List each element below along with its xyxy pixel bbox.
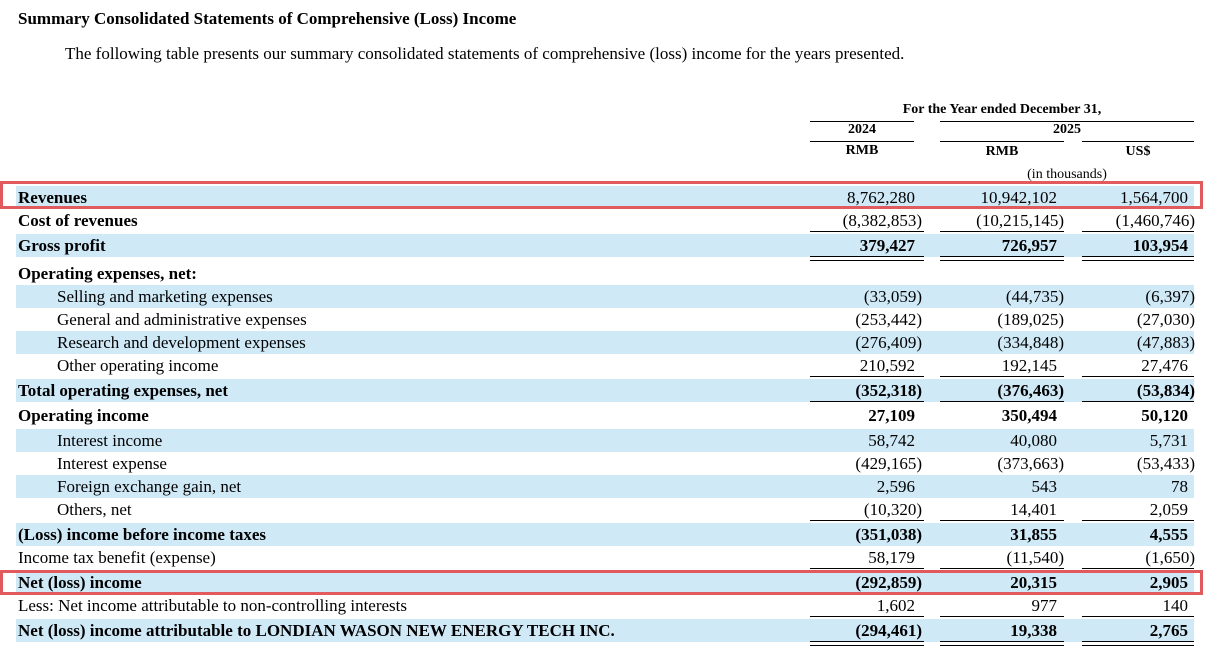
table-row-nci-income [16, 594, 1194, 617]
year-2024-header: 2024 [848, 122, 876, 137]
table-row-total-operating-expenses [16, 379, 1194, 402]
table-row-loss-before-taxes [16, 523, 1194, 546]
units-header: (in thousands) [1027, 167, 1107, 182]
row-label: Operating income [18, 406, 149, 425]
rmb-2025-cell: 192,145 [1001, 356, 1057, 375]
table-row-research-development [16, 331, 1194, 354]
usd-2025-cell: 103,954 [1132, 236, 1188, 255]
underline-other-operating-income [1082, 376, 1194, 377]
usd-2025-cell: (1,650) [1145, 548, 1195, 567]
rmb-2025-cell: 20,315 [1010, 573, 1057, 592]
double-underline-net-attributable [810, 641, 924, 646]
row-label: Research and development expenses [57, 333, 306, 352]
usd-2025-cell: (53,433) [1136, 454, 1195, 473]
intro-text: The following table presents our summary consolidated statements of comprehensive (loss) income for the years presented. [65, 44, 905, 63]
double-underline-net-attributable [940, 641, 1064, 646]
rmb-2025-cell: (11,540) [1006, 548, 1064, 567]
rmb-2024-cell: (292,859) [855, 573, 922, 592]
rmb-2024-cell: 8,762,280 [847, 188, 915, 207]
rmb-2024-cell: (8,382,853) [842, 211, 922, 230]
usd-2025-cell: 1,564,700 [1120, 188, 1188, 207]
row-label: (Loss) income before income taxes [18, 525, 267, 544]
table-row-cost-of-revenues [16, 209, 1194, 232]
row-label: Net (loss) income attributable to LONDIAN WASON NEW ENERGY TECH INC. [18, 621, 615, 640]
row-label: Interest income [57, 431, 163, 450]
rmb-2025-cell: 543 [1031, 477, 1057, 496]
year-rule-2025-usd [1082, 141, 1194, 142]
double-underline-gross-profit [940, 256, 1064, 261]
rmb-2024-cell: 379,427 [859, 236, 915, 255]
row-label: Net (loss) income [18, 573, 142, 592]
row-label: Others, net [57, 500, 132, 519]
row-label: Income tax benefit (expense) [18, 548, 216, 567]
rmb-2025-cell: (44,735) [1005, 287, 1064, 306]
row-label: Foreign exchange gain, net [57, 477, 242, 496]
table-row-interest-income [16, 429, 1194, 452]
rmb-2024-cell: 2,596 [876, 477, 915, 496]
rmb-2024-cell: (352,318) [855, 381, 922, 400]
underline-income-tax [810, 568, 924, 569]
rmb-2024-cell: (10,320) [863, 500, 922, 519]
rmb-2024-cell: (253,442) [855, 310, 922, 329]
table-row-operating-income [16, 404, 1194, 427]
rmb-2024-cell: 1,602 [876, 596, 915, 615]
underline-total-opex [1082, 401, 1194, 402]
underline-cost-of-revenues [940, 231, 1064, 232]
table-row-selling-marketing [16, 285, 1194, 308]
usd-2025-cell: (1,460,746) [1115, 211, 1195, 230]
usd-2025-cell: 5,731 [1149, 431, 1188, 450]
rmb-2025-cell: (10,215,145) [976, 211, 1064, 230]
row-label: Cost of revenues [18, 211, 138, 230]
row-label: Other operating income [57, 356, 219, 375]
rmb-2025-cell: 10,942,102 [980, 188, 1057, 207]
underline-total-opex [940, 401, 1064, 402]
rmb-2025-cell: 19,338 [1010, 621, 1057, 640]
rmb-2024-cell: (351,038) [855, 525, 922, 544]
year-rule-2025-rmb [940, 141, 1064, 142]
row-label: Interest expense [57, 454, 167, 473]
rmb-2024-cell: (33,059) [863, 287, 922, 306]
table-row-income-tax [16, 546, 1194, 569]
row-label: Revenues [18, 188, 87, 207]
underline-other-operating-income [940, 376, 1064, 377]
row-label: Operating expenses, net: [18, 264, 197, 283]
underline-others-net [1082, 520, 1194, 521]
revenues-highlight [0, 181, 1203, 209]
table-row-general-admin [16, 308, 1194, 331]
usd-2025-cell: 78 [1171, 477, 1188, 496]
table-row-net-income-attributable [16, 619, 1194, 642]
table-row-fx-gain [16, 475, 1194, 498]
rmb-2024-cell: 58,179 [868, 548, 915, 567]
underline-cost-of-revenues [1082, 231, 1194, 232]
rmb-2025-cell: 350,494 [1001, 406, 1057, 425]
usd-2025-cell: 50,120 [1141, 406, 1188, 425]
rmb-2025-cell: (376,463) [997, 381, 1064, 400]
underline-nci [1082, 616, 1194, 617]
row-label: Less: Net income attributable to non-controlling interests [18, 596, 408, 615]
underline-income-tax [940, 568, 1064, 569]
rmb-2024-cell: (276,409) [855, 333, 922, 352]
rmb-2025-cell: 31,855 [1010, 525, 1057, 544]
usd-2025-cell: 2,059 [1149, 500, 1188, 519]
row-label: Selling and marketing expenses [57, 287, 273, 306]
rmb-2024-cell: 58,742 [868, 431, 915, 450]
table-row-interest-expense [16, 452, 1194, 475]
usd-2025-cell: 27,476 [1141, 356, 1188, 375]
rmb-2025-cell: (334,848) [997, 333, 1064, 352]
double-underline-gross-profit [1082, 256, 1194, 261]
rmb-2025-cell: 14,401 [1010, 500, 1057, 519]
underline-others-net [940, 520, 1064, 521]
double-underline-gross-profit [810, 256, 924, 261]
currency-2025-usd-header: US$ [1125, 144, 1151, 159]
table-row-other-operating-income [16, 354, 1194, 377]
underline-nci [810, 616, 924, 617]
rmb-2025-cell: 726,957 [1001, 236, 1057, 255]
net-income-highlight [0, 570, 1203, 595]
rmb-2024-cell: (429,165) [855, 454, 922, 473]
row-label: Gross profit [18, 236, 106, 255]
currency-2024-header: RMB [845, 143, 879, 158]
usd-2025-cell: 140 [1162, 596, 1188, 615]
rmb-2025-cell: 40,080 [1010, 431, 1057, 450]
underline-income-tax [1082, 568, 1194, 569]
rmb-2024-cell: 27,109 [868, 406, 915, 425]
double-underline-net-attributable [1082, 641, 1194, 646]
usd-2025-cell: (53,834) [1136, 381, 1195, 400]
usd-2025-cell: (6,397) [1145, 287, 1195, 306]
currency-2025-rmb-header: RMB [985, 144, 1019, 159]
usd-2025-cell: 4,555 [1149, 525, 1188, 544]
usd-2025-cell: (47,883) [1136, 333, 1195, 352]
statement-title: Summary Consolidated Statements of Comprehensive (Loss) Income [18, 9, 517, 28]
underline-cost-of-revenues [810, 231, 924, 232]
underline-other-operating-income [810, 376, 924, 377]
rmb-2024-cell: 210,592 [859, 356, 915, 375]
underline-nci [940, 616, 1064, 617]
row-label: Total operating expenses, net [18, 381, 228, 400]
rmb-2025-cell: 977 [1031, 596, 1057, 615]
table-row-operating-expenses-heading [16, 262, 1194, 285]
rmb-2025-cell: (373,663) [997, 454, 1064, 473]
rmb-2025-cell: (189,025) [997, 310, 1064, 329]
underline-total-opex [810, 401, 924, 402]
usd-2025-cell: (27,030) [1136, 310, 1195, 329]
year-2025-header: 2025 [1053, 122, 1081, 137]
table-row-others-net [16, 498, 1194, 521]
year-rule-2024 [810, 141, 914, 142]
table-row-gross-profit [16, 234, 1194, 257]
period-header: For the Year ended December 31, [902, 102, 1102, 117]
row-label: General and administrative expenses [57, 310, 307, 329]
usd-2025-cell: 2,905 [1149, 573, 1188, 592]
rmb-2024-cell: (294,461) [855, 621, 922, 640]
usd-2025-cell: 2,765 [1149, 621, 1188, 640]
underline-others-net [810, 520, 924, 521]
